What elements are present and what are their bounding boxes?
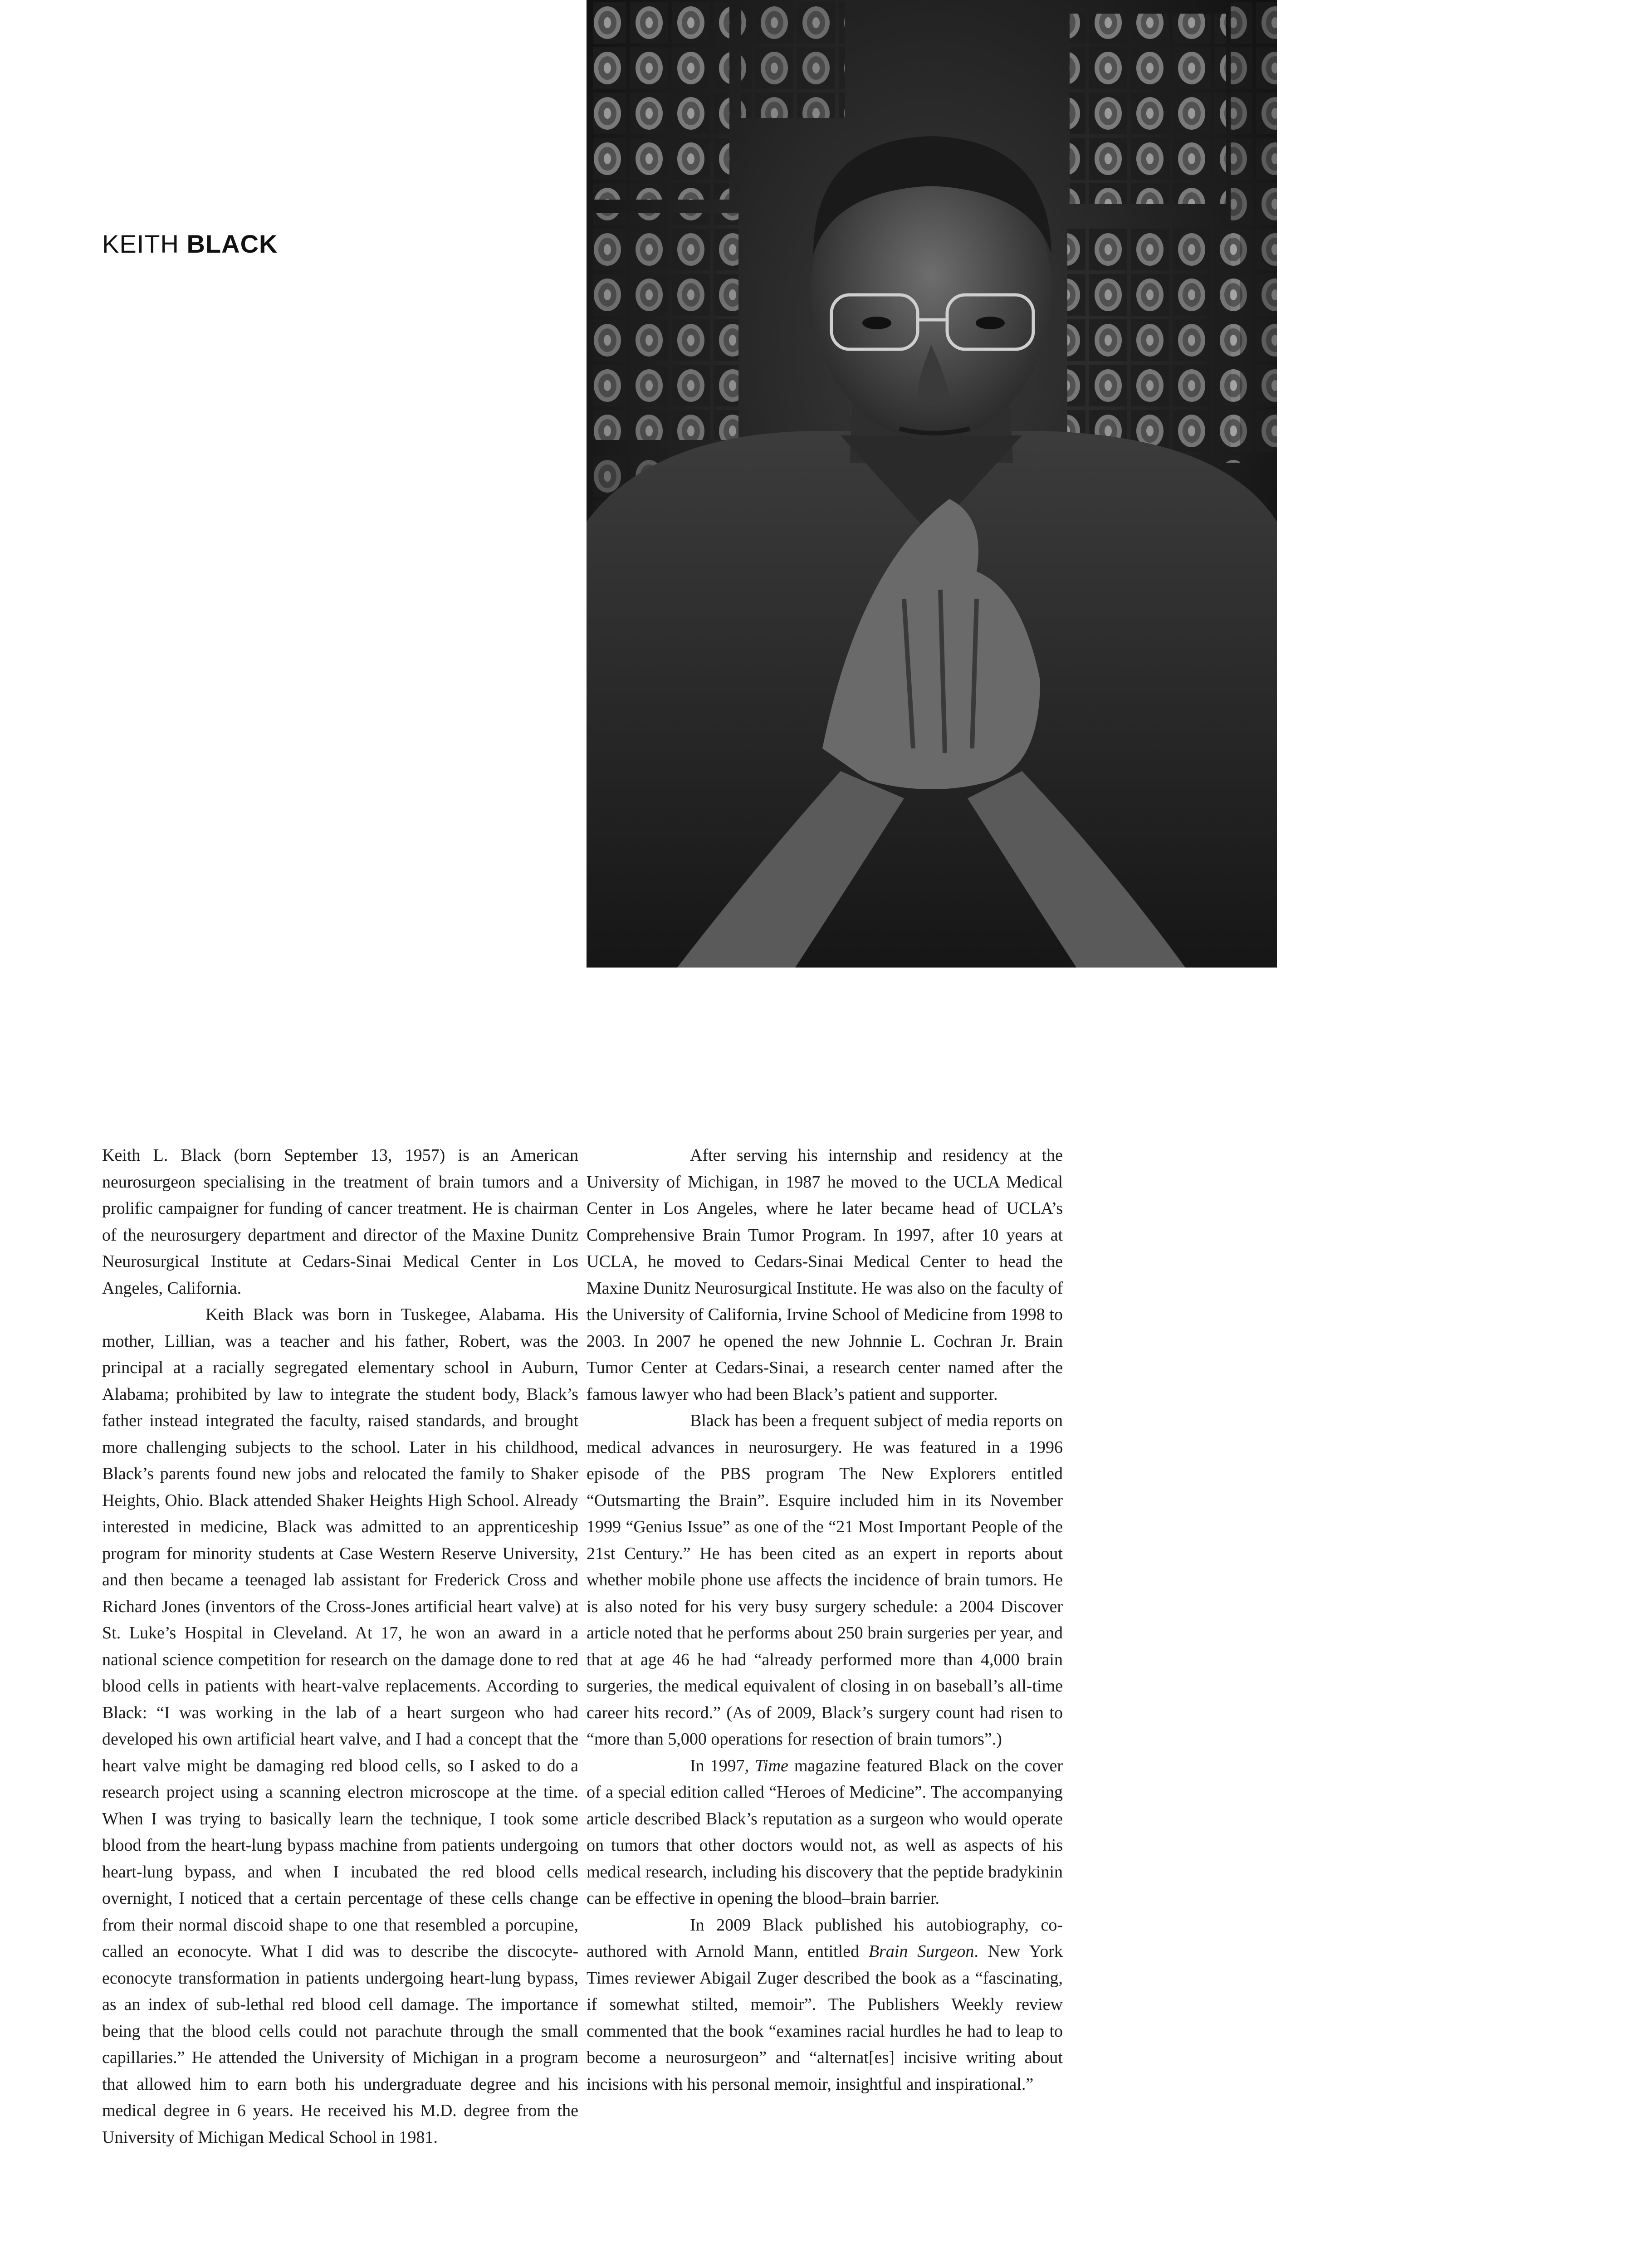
portrait-photo	[587, 0, 1277, 968]
body-paragraph	[587, 1753, 1063, 1912]
body-paragraph: Keith Black was born in Tuskegee, Alabama. His mother, Lillian, was a teacher and his father, Robert, was the principal at a racially segregated elementary school in Auburn, Alabama; prohibited by law to integrate the student body, Black’s father instead integrated the faculty, raised standards, and brought more challenging subjects to the school. Later in his childhood, Black’s parents found new jobs and relocated the family to Shaker Heights, Ohio. Black attended Shaker Heights High School. Already interested in medicine, Black was admitted to an apprenticeship program for minority students at Case Western Reserve University, and then became a teenaged lab assistant for Frederick Cross and Richard Jones (inventors of the Cross-Jones artificial heart valve) at St. Luke’s Hospital in Cleveland. At 17, he won an award in a national science competition for research on the damage done to red blood cells in patients with heart-valve replacements. According to Black: “I was working in the lab of a heart surgeon who had developed his own artificial heart valve, and I had a concept that the heart valve might be damaging red blood cells, so I asked to do a research project using a scanning electron microscope at the time. When I was trying to basically learn the technique, I took some blood from the heart-lung bypass machine from patients undergoing heart-lung bypass, and when I incubated the red blood cells overnight, I noticed that a certain percentage of these cells change from their normal discoid shape to one that resembled a porcupine, called an econocyte. What I did was to describe the discocyte-econocyte transformation in patients undergoing heart-lung bypass, as an index of sub-lethal red blood cell damage. The importance being that the blood cells could not parachute through the small capillaries.” He attended the University of Michigan in a program that allowed him to earn both his undergraduate degree and his medical degree in 6 years. He received his M.D. degree from the University of Michigan Medical School in 1981.	[102, 1305, 578, 2147]
paragraph-text: In 2009 Black published his autobiography, co-authored with Arnold Mann, entitled	[587, 1915, 1063, 1961]
page-title	[102, 229, 278, 259]
body-paragraph: After serving his internship and residency at the University of Michigan, in 1987 he moved to the UCLA Medical Center in Los Angeles, where he later became head of UCLA’s Comprehensive Brain Tumor Program. In 1997, after 10 years at UCLA, he moved to Cedars-Sinai Medical Center to head the Maxine Dunitz Neurosurgical Institute. He was also on the faculty of the University of California, Irvine School of Medicine from 1998 to 2003. In 2007 he opened the new Johnnie L. Cochran Jr. Brain Tumor Center at Cedars-Sinai, a research center named after the famous lawyer who had been Black’s patient and supporter.	[587, 1146, 1063, 1404]
paragraph-text: magazine featured Black on the cover of a special edition called “Heroes of Medicine”. The accompanying article described Black’s reputation as a surgeon who would operate on tumors that other doctors would not, as well as aspects of his medical research, including his discovery that the peptide bradykinin can be effective in opening the blood–brain barrier.	[587, 1756, 1063, 1908]
body-paragraph	[587, 1912, 1063, 2098]
italic-title: Brain Surgeon	[868, 1942, 974, 1961]
body-paragraph: Black has been a frequent subject of media reports on medical advances in neurosurgery. He was featured in a 1996 episode of the PBS program The New Explorers entitled “Outsmarting the Brain”. Esquire included him in its November 1999 “Genius Issue” as one of the “21 Most Important People of the 21st Century.” He has been cited as an expert in reports about whether mobile phone use affects the incidence of brain tumors. He is also noted for his very busy surgery schedule: a 2004 Discover article noted that he performs about 250 brain surgeries per year, and that at age 46 he had “already performed more than 4,000 brain surgeries, the medical equivalent of closing in on baseball’s all-time career hits record.” (As of 2009, Black’s surgery count had risen to “more than 5,000 operations for resection of brain tumors”.)	[587, 1411, 1063, 1749]
italic-title: Time	[755, 1756, 788, 1775]
paragraph-text: . New York Times reviewer Abigail Zuger described the book as a “fascinating, if somewhat stilted, memoir”. The Publishers Weekly review commented that the book “examines racial hurdles he had to leap to become a neurosurgeon” and “alternat[es] incisive writing about incisions with his personal memoir, insightful and inspirational.”	[587, 1942, 1063, 2094]
title-last-name: BLACK	[186, 230, 278, 258]
title-first-name: KEITH	[102, 230, 179, 258]
portrait-photo-icon	[587, 0, 1277, 968]
right-column	[587, 1142, 1063, 2097]
paragraph-text: In 1997,	[690, 1756, 755, 1775]
body-paragraph: Keith L. Black (born September 13, 1957) is an American neurosurgeon specialising in the treatment of brain tumors and a prolific campaigner for funding of cancer treatment. He is chairman of the neurosurgery department and director of the Maxine Dunitz Neurosurgical Institute at Cedars-Sinai Medical Center in Los Angeles, California.	[102, 1146, 578, 1298]
left-column	[102, 1142, 578, 2151]
